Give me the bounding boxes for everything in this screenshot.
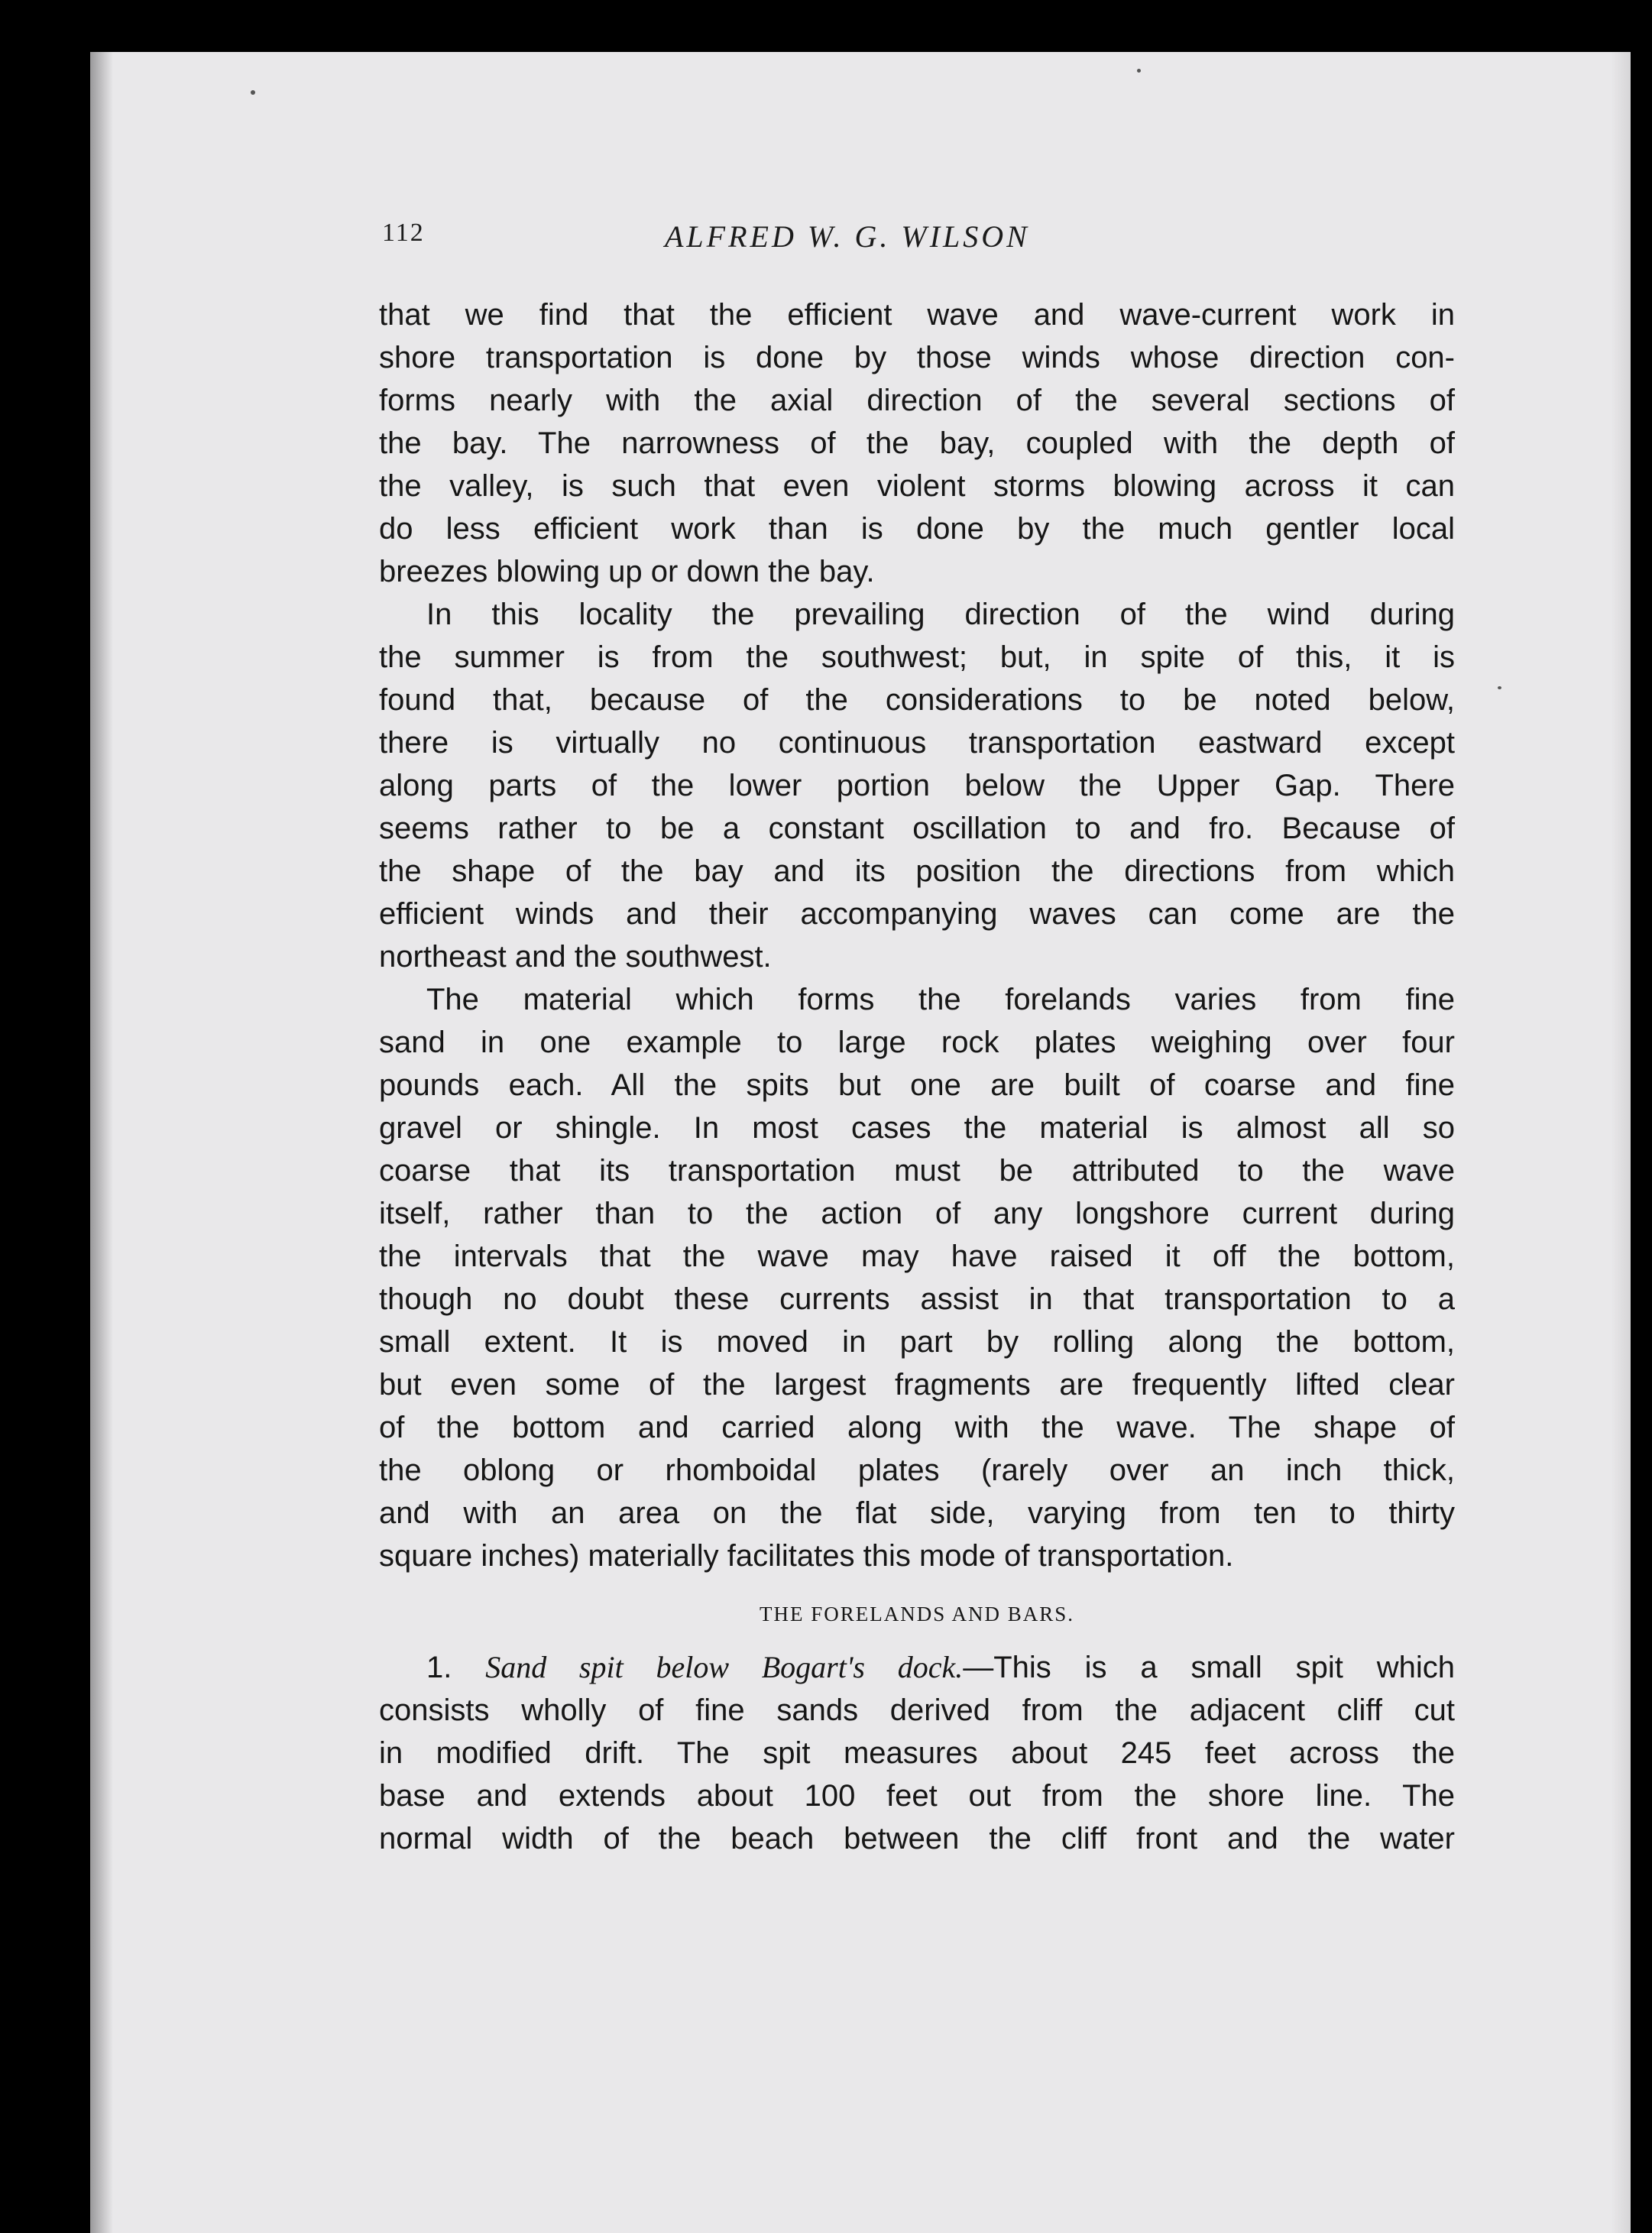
text-line: the shape of the bay and its position the directions from which xyxy=(379,854,1455,888)
body-text xyxy=(379,293,1455,1860)
text-line: forms nearly with the axial direction of the several sections of xyxy=(379,384,1455,417)
item-number: 1. xyxy=(426,1651,452,1684)
text-line: the summer is from the southwest; but, in spite of this, it is xyxy=(379,640,1455,674)
text-line: consists wholly of fine sands derived from the adjacent cliff cut xyxy=(379,1693,1455,1727)
text-line-first xyxy=(379,1646,1455,1689)
text-line: The material which forms the forelands varies from fine xyxy=(426,983,1455,1016)
text-line: small extent. It is moved in part by rolling along the bottom, xyxy=(379,1325,1455,1359)
paragraph-4 xyxy=(379,1646,1455,1860)
text-line: shore transportation is done by those winds whose direction con- xyxy=(379,341,1455,374)
scan-speck xyxy=(251,90,255,95)
text-line: normal width of the beach between the cliff front and the water xyxy=(379,1822,1455,1855)
scan-speck xyxy=(1137,69,1141,73)
running-head: ALFRED W. G. WILSON xyxy=(665,219,1030,254)
text-line: efficient winds and their accompanying waves can come are the xyxy=(379,897,1455,931)
text-line: base and extends about 100 feet out from the shore line. The xyxy=(379,1779,1455,1813)
text-line: the oblong or rhomboidal plates (rarely over an inch thick, xyxy=(379,1454,1455,1487)
item-title: Sand spit below Bogart's dock. xyxy=(485,1650,964,1684)
text-line: the intervals that the wave may have raised it off the bottom, xyxy=(379,1240,1455,1273)
page-number: 112 xyxy=(382,219,425,247)
text-line: coarse that its transportation must be attributed to the wave xyxy=(379,1154,1455,1188)
text-line: gravel or shingle. In most cases the material is almost all so xyxy=(379,1111,1455,1145)
text-line: found that, because of the considerations to be noted below, xyxy=(379,683,1455,717)
text-line: pounds each. All the spits but one are built of coarse and fine xyxy=(379,1068,1455,1102)
paragraph-2 xyxy=(379,593,1455,978)
text-line: of the bottom and carried along with the wave. The shape of xyxy=(379,1411,1455,1444)
paragraph-3 xyxy=(379,978,1455,1577)
text-line: sand in one example to large rock plates weighing over four xyxy=(379,1026,1455,1059)
text-line: the bay. The narrowness of the bay, coupled with the depth of xyxy=(379,426,1455,460)
text-line: there is virtually no continuous transportation eastward except xyxy=(379,726,1455,760)
section-heading: THE FORELANDS AND BARS. xyxy=(759,1603,1075,1625)
scan-speck xyxy=(1498,686,1501,689)
text-line: itself, rather than to the action of any longshore current during xyxy=(379,1197,1455,1230)
text-line: in modified drift. The spit measures about 245 feet across the xyxy=(379,1736,1455,1770)
text-line: and with an area on the flat side, varying from ten to thirty xyxy=(379,1496,1455,1530)
text-line: square inches) materially facilitates this mode of transportation. xyxy=(379,1539,1234,1573)
page-right-edge xyxy=(1611,52,1631,2233)
paragraph-1 xyxy=(379,293,1455,593)
text-line: that we find that the efficient wave and wave-current work in xyxy=(379,298,1455,332)
page-header xyxy=(382,219,1452,264)
text-line: the valley, is such that even violent storms blowing across it can xyxy=(379,469,1455,503)
text-line: do less efficient work than is done by the much gentler local xyxy=(379,512,1455,546)
text-line: seems rather to be a constant oscillation to and fro. Because of xyxy=(379,812,1455,845)
text-line: northeast and the southwest. xyxy=(379,940,772,974)
text-line: along parts of the lower portion below the Upper Gap. There xyxy=(379,769,1455,802)
text-line: In this locality the prevailing direction of the wind during xyxy=(426,598,1455,631)
text-line: breezes blowing up or down the bay. xyxy=(379,555,875,588)
text-line: but even some of the largest fragments are frequently lifted clear xyxy=(379,1368,1455,1402)
page-left-shadow xyxy=(90,52,113,2233)
item-first-line-rest: —This is a small spit which xyxy=(963,1651,1455,1684)
text-line: though no doubt these currents assist in that transportation to a xyxy=(379,1282,1455,1316)
